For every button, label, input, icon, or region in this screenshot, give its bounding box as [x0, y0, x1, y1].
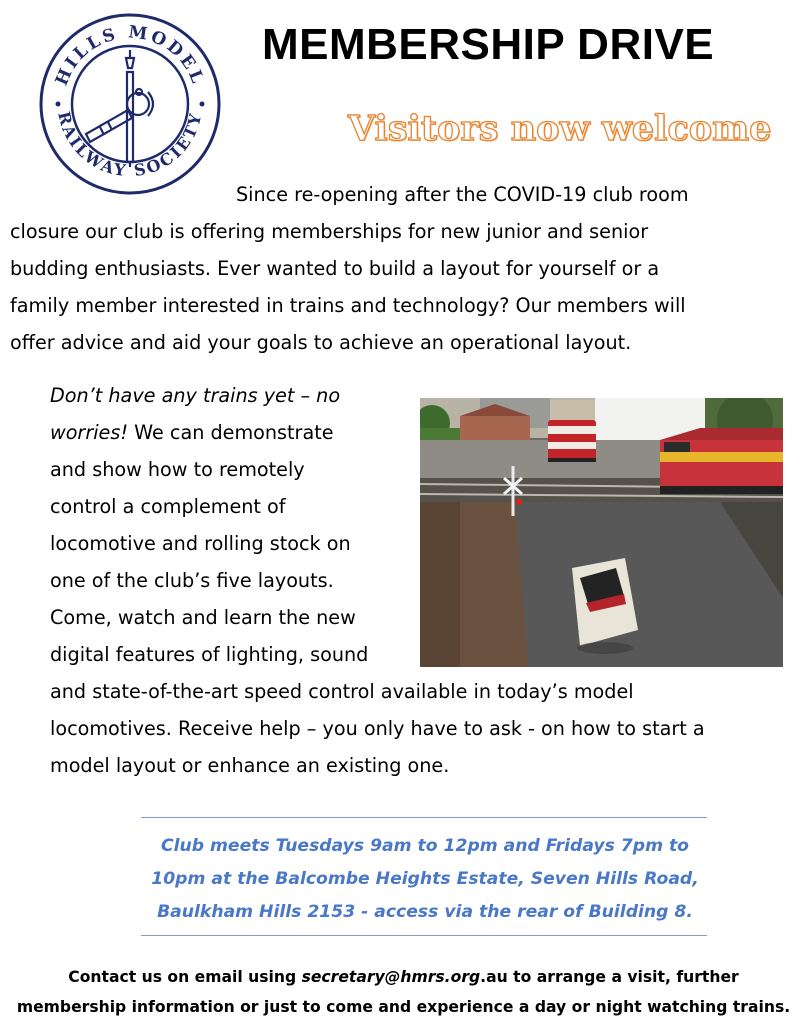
meeting-line: Baulkham Hills 2153 - access via the rear of Building 8. [157, 902, 693, 922]
logo-bottom-text: RAILWAY SOCIETY [54, 109, 206, 181]
text-line: one of the club’s five layouts. [50, 569, 334, 592]
page-title: MEMBERSHIP DRIVE [262, 20, 715, 69]
divider [141, 935, 707, 936]
text-line: closure our club is offering memberships for new junior and senior [10, 220, 649, 243]
text-line: digital features of lighting, sound [50, 643, 369, 666]
text-line: model layout or enhance an existing one. [50, 754, 450, 777]
contact-line: Contact us on email using secretary@hmrs.org.au to arrange a visit, further [68, 968, 739, 986]
meeting-line: Club meets Tuesdays 9am to 12pm and Fridays 7pm to [161, 836, 689, 856]
meeting-line: 10pm at the Balcombe Heights Estate, Seven Hills Road, [151, 869, 699, 889]
text-line: locomotives. Receive help – you only have to ask - on how to start a [50, 717, 705, 740]
railway-signal-icon [86, 50, 153, 167]
contact-info [0, 962, 807, 1022]
text-line: control a complement of [50, 495, 286, 518]
contact-line: membership information or just to come and experience a day or night watching trains. [16, 998, 791, 1016]
text-line: Don’t have any trains yet – no [50, 384, 341, 407]
text-line: locomotive and rolling stock on [50, 532, 351, 555]
intro-paragraph [10, 176, 689, 361]
subtitle: Visitors now welcome [348, 108, 772, 149]
meeting-info [120, 830, 730, 929]
email-address: secretary@hmrs.org [301, 968, 481, 986]
text-line: offer advice and aid your goals to achieve an operational layout. [10, 331, 632, 354]
text-line: and state-of-the-art speed control available in today’s model [50, 680, 634, 703]
logo-top-text: HILLS MODEL [51, 22, 209, 89]
divider [141, 817, 707, 818]
text-line: budding enthusiasts. Ever wanted to build a layout for yourself or a [10, 257, 660, 280]
text-line: Come, watch and learn the new [50, 606, 356, 629]
text-line: Since re-opening after the COVID-19 club room [236, 183, 689, 206]
text-line: and show how to remotely [50, 458, 305, 481]
hills-model-railway-society-logo [38, 12, 222, 196]
text-line: worries! We can demonstrate [50, 421, 334, 444]
text-line: family member interested in trains and technology? Our members will [10, 294, 686, 317]
model-railway-photo [420, 398, 783, 667]
